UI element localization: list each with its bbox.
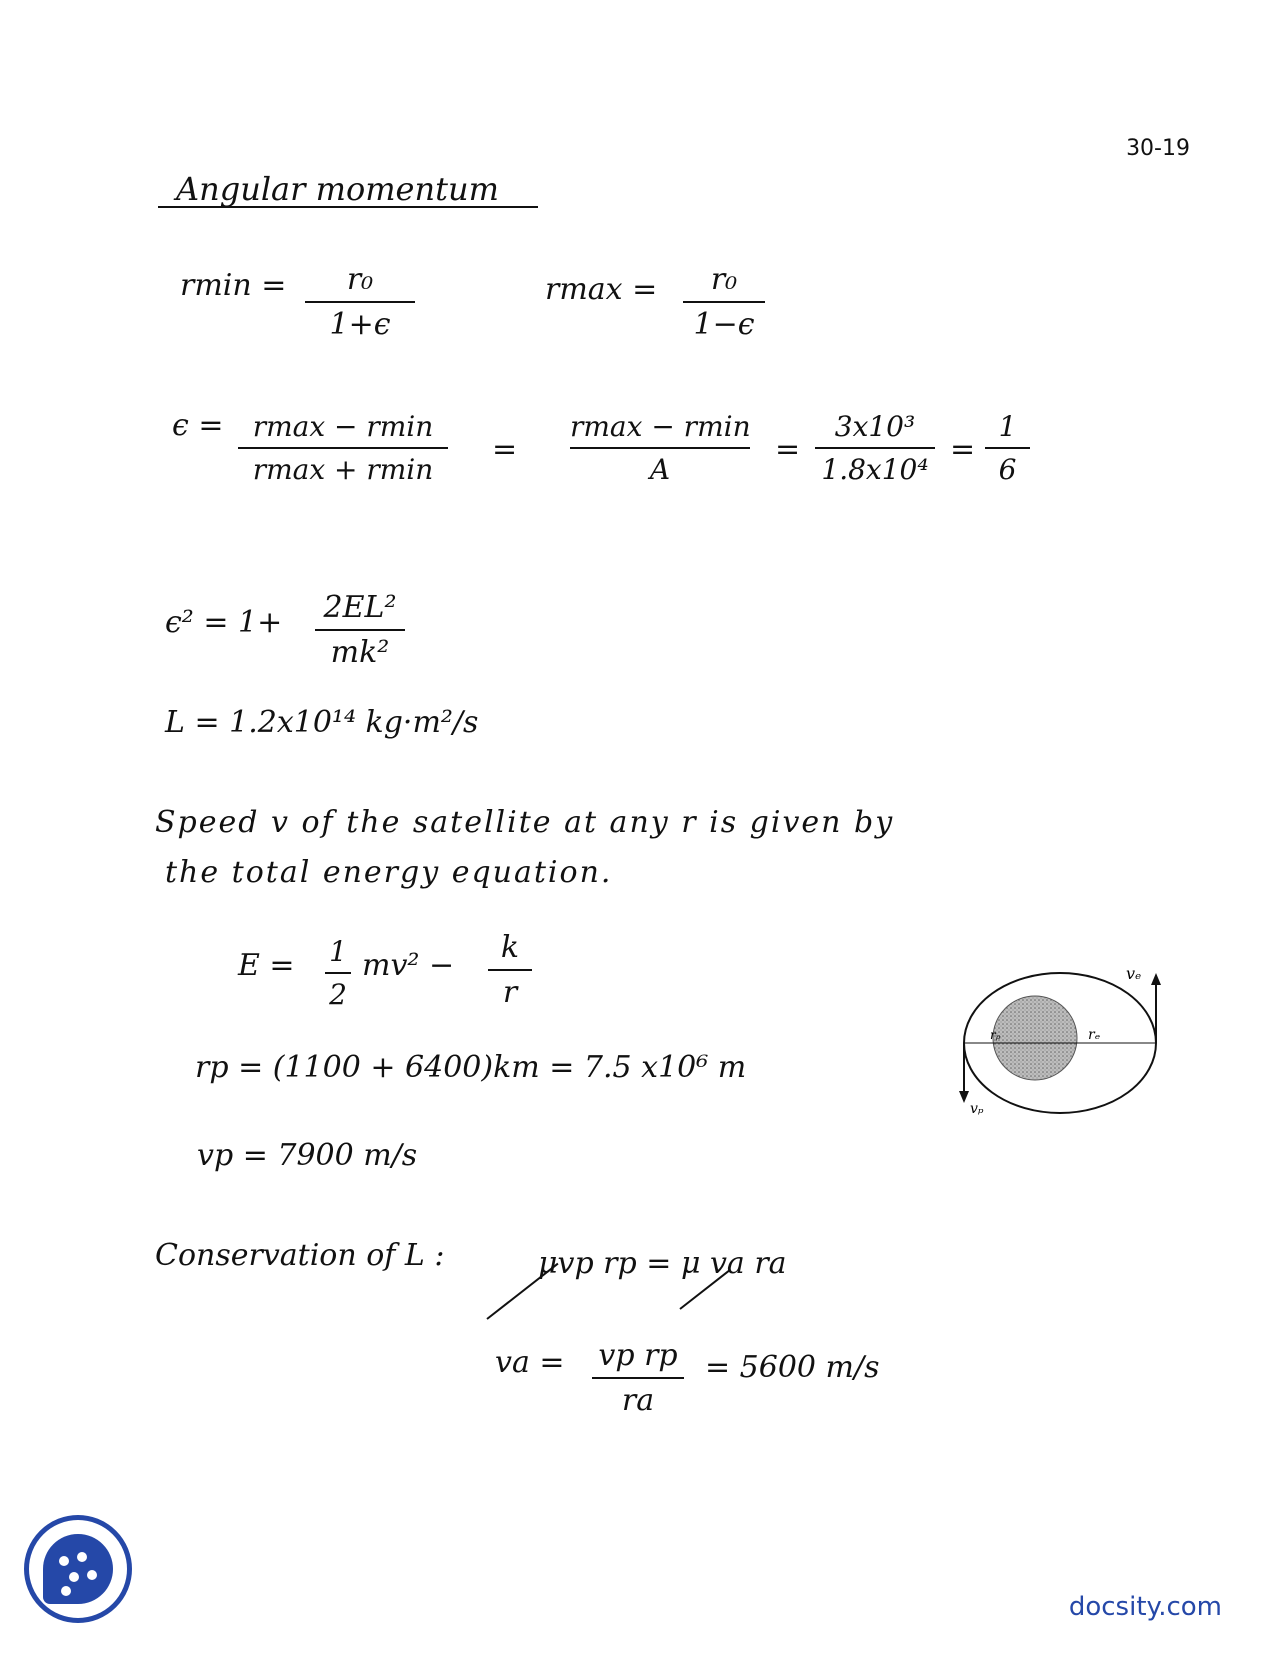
epsilon-fraction-4 [985,410,1030,486]
earth-circle [993,996,1077,1080]
fraction-bar [325,972,351,974]
re-label: rₑ [1088,1027,1101,1043]
fraction-bar [592,1377,684,1379]
conservation-label: Conservation of L : [155,1238,445,1273]
fraction-bar [238,447,448,449]
apogee-speed-label: va = [495,1345,565,1380]
energy-middle: mv² − [362,948,455,983]
vp-arrowhead [959,1091,969,1103]
logo-shape [43,1534,113,1604]
heading-underline [158,206,538,208]
apogee-numerator: vp rp [598,1338,678,1373]
fraction-bar [815,447,935,449]
page-number: 30-19 [1126,136,1190,161]
fraction-3-numerator: 3x10³ [834,410,916,443]
brand-link[interactable]: docsity.com [1068,1592,1222,1622]
equals-sign: = [775,432,801,467]
apogee-fraction [592,1338,684,1418]
angular-momentum-value: L = 1.2x10¹⁴ kg·m²/s [165,705,479,740]
rmin-fraction [305,262,415,342]
energy-label: E = [238,948,295,983]
half-fraction [325,935,351,1011]
epsilon-label: ϵ = [172,408,224,443]
energy-numerator: 2EL² [323,590,397,625]
epsilon-squared-label: ϵ² = 1+ [165,605,283,640]
conservation-expression: μvp rp = μ va ra [538,1246,787,1281]
equals-sign: = [950,432,976,467]
paragraph-line-1: Speed v of the satellite at any r is given by [155,805,895,840]
potential-fraction [488,930,532,1010]
ve-label: vₑ [1126,964,1142,983]
energy-fraction [315,590,405,670]
fraction-4-numerator: 1 [998,410,1017,443]
heading: Angular momentum [176,170,499,208]
fraction-3-denominator: 1.8x10⁴ [821,453,929,486]
paragraph-line-2: the total energy equation. [165,855,613,890]
orbit-diagram [950,955,1170,1130]
fraction-4-denominator: 6 [998,453,1017,486]
rmin-label: rmin = [180,268,287,303]
half-numerator: 1 [329,935,347,968]
fraction-bar [315,629,405,631]
potential-denominator: r [502,975,518,1010]
fraction-bar [570,447,750,449]
fraction-bar [683,301,765,303]
fraction-bar [305,301,415,303]
fraction-1-denominator: rmax + rmin [252,453,434,486]
epsilon-fraction-1 [238,410,448,486]
ve-arrowhead [1151,973,1161,985]
fraction-bar [488,969,532,971]
rmin-numerator: r₀ [346,262,374,297]
apogee-speed-value: = 5600 m/s [705,1350,880,1385]
rmax-fraction [683,262,765,342]
apogee-denominator: ra [621,1383,655,1418]
cancel-stroke [486,1263,558,1320]
perigee-speed: vp = 7900 m/s [197,1138,418,1173]
fraction-2-denominator: A [649,453,671,486]
energy-denominator: mk² [330,635,390,670]
rmax-numerator: r₀ [710,262,738,297]
fraction-bar [985,447,1030,449]
epsilon-fraction-3 [815,410,935,486]
vp-label: vₚ [970,1101,984,1117]
half-denominator: 2 [329,978,347,1011]
rmax-denominator: 1−ϵ [693,307,755,342]
rp-label: rₚ [990,1028,1001,1042]
fraction-1-numerator: rmax − rmin [252,410,434,443]
fraction-2-numerator: rmax − rmin [570,410,751,443]
equals-sign: = [492,432,518,467]
epsilon-fraction-2 [570,410,750,486]
perigee-radius: rp = (1100 + 6400)km = 7.5 x10⁶ m [195,1050,747,1085]
rmin-denominator: 1+ϵ [329,307,391,342]
docsity-logo[interactable] [24,1515,132,1623]
rmax-label: rmax = [545,272,658,307]
potential-numerator: k [500,930,520,965]
